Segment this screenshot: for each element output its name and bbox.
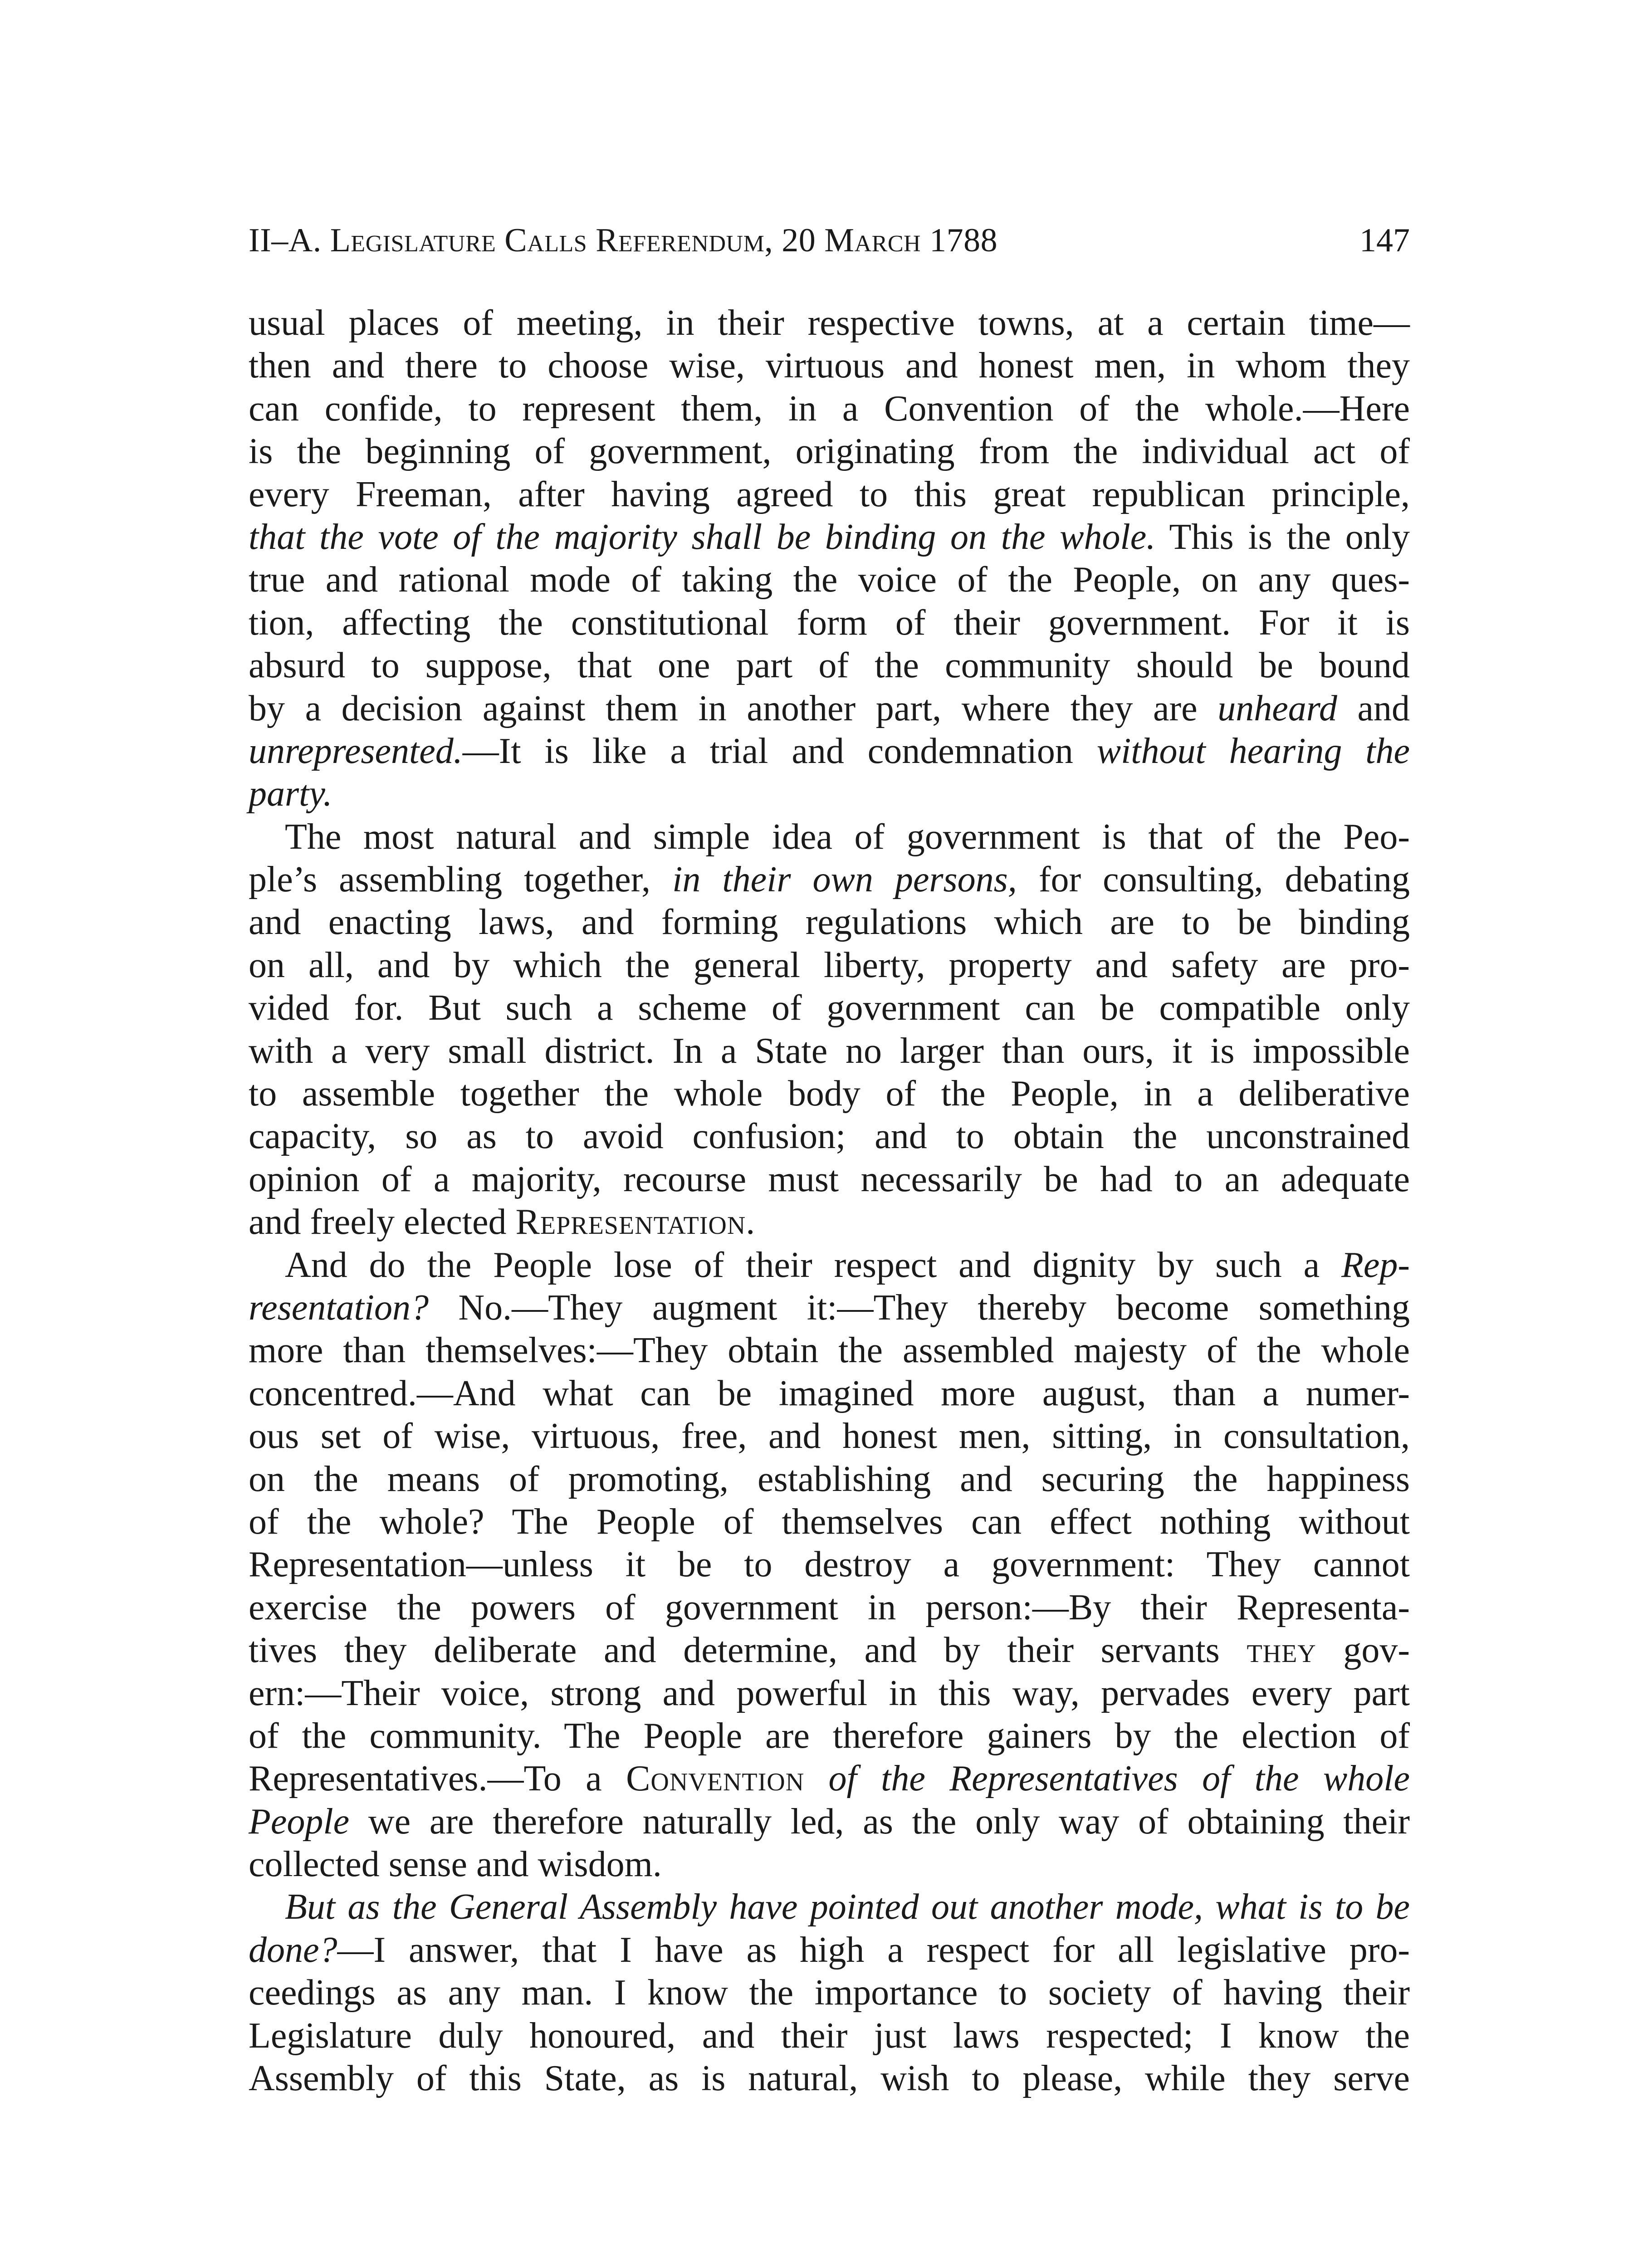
text-line <box>249 1629 1410 1672</box>
italic-text: party. <box>249 774 332 814</box>
text-segment: capacity, so as to avoid confusion; and to obtain the unconstrained <box>249 1116 1410 1157</box>
running-head-title: II–A. Legislature Calls Referendum, 20 March 1788 <box>249 222 998 259</box>
italic-text: in their own persons, <box>672 860 1017 900</box>
italic-text: But as the General Assembly have pointed out another mode, what is to be <box>285 1887 1410 1927</box>
paragraph-first-line <box>249 1244 1410 1286</box>
text-line <box>249 344 1410 387</box>
text-segment: opinion of a majority, recourse must necessarily be had to an adequate <box>249 1159 1410 1199</box>
text-line <box>249 1458 1410 1501</box>
text-segment: and freely elected <box>249 1202 516 1242</box>
text-line <box>249 687 1410 730</box>
text-line <box>249 1030 1410 1072</box>
small-caps-text: Representation <box>515 1202 746 1242</box>
text-segment: collected sense and wisdom. <box>249 1844 662 1885</box>
italic-text: Rep- <box>1341 1245 1410 1285</box>
text-line <box>249 1757 1410 1800</box>
text-line <box>249 901 1410 943</box>
text-segment: absurd to suppose, that one part of the community should be bound <box>249 645 1410 686</box>
text-segment: tion, affecting the constitutional form of their government. For it is <box>249 602 1410 643</box>
text-line <box>249 387 1410 430</box>
text-segment: on all, and by which the general liberty, property and safety are pro- <box>249 945 1410 985</box>
text-segment: —It is like a trial and condemnation <box>462 731 1097 771</box>
text-segment: tives they deliberate and determine, and by their servants <box>249 1630 1247 1671</box>
paragraph-first-line <box>249 816 1410 858</box>
text-line <box>249 1672 1410 1715</box>
text-segment: is the beginning of government, originating from the individual act of <box>249 431 1410 472</box>
text-segment: vided for. But such a scheme of government can be compatible only <box>249 988 1410 1028</box>
text-line <box>249 1501 1410 1543</box>
text-line <box>249 1115 1410 1158</box>
text-segment <box>804 1759 828 1799</box>
text-segment: ern:—Their voice, strong and powerful in this way, pervades every part <box>249 1673 1410 1713</box>
text-segment: No.—They augment it:—They thereby become something <box>429 1287 1410 1328</box>
italic-text: resentation? <box>249 1287 429 1328</box>
text-line <box>249 516 1410 558</box>
text-line <box>249 2057 1410 2100</box>
text-line <box>249 1929 1410 1971</box>
small-caps-text: Convention <box>626 1759 805 1799</box>
text-segment: The most natural and simple idea of government is that of the Peo- <box>285 816 1410 857</box>
italic-text: People <box>249 1801 350 1842</box>
text-line <box>249 1072 1410 1115</box>
text-line <box>249 987 1410 1029</box>
page-number: 147 <box>1359 222 1410 259</box>
text-segment: ous set of wise, virtuous, free, and honest men, sitting, in consultation, <box>249 1416 1410 1457</box>
text-segment: then and there to choose wise, virtuous and honest men, in whom they <box>249 346 1410 386</box>
text-segment: can confide, to represent them, in a Convention of the whole.—Here <box>249 388 1410 429</box>
text-segment: exercise the powers of government in person:—By their Representa- <box>249 1587 1410 1628</box>
text-segment: with a very small district. In a State no larger than ours, it is impossible <box>249 1031 1410 1071</box>
text-line <box>249 430 1410 473</box>
text-line <box>249 1715 1410 1757</box>
text-segment: —I answer, that I have as high a respect for all legislative pro- <box>337 1930 1410 1970</box>
text-segment: of the whole? The People of themselves can effect nothing without <box>249 1501 1410 1542</box>
text-segment: to assemble together the whole body of the People, in a deliberative <box>249 1074 1410 1114</box>
text-segment: ceedings as any man. I know the importance to society of having their <box>249 1973 1410 2013</box>
text-line <box>249 1201 1410 1243</box>
text-segment: of the community. The People are therefore gainers by the election of <box>249 1716 1410 1756</box>
text-segment: more than themselves:—They obtain the assembled majesty of the whole <box>249 1330 1410 1371</box>
italic-text: unheard <box>1217 688 1337 728</box>
text-segment: And do the People lose of their respect and dignity by such a <box>285 1245 1341 1285</box>
text-line <box>249 473 1410 516</box>
text-segment: and <box>1337 688 1410 728</box>
text-line <box>249 302 1410 344</box>
text-line <box>249 858 1410 901</box>
text-segment: Assembly of this State, as is natural, wish to please, while they serve <box>249 2058 1410 2099</box>
text-line <box>249 1543 1410 1586</box>
text-line <box>249 2014 1410 2057</box>
text-segment: usual places of meeting, in their respective towns, at a certain time— <box>249 303 1410 343</box>
text-segment: on the means of promoting, establishing and securing the happiness <box>249 1459 1410 1499</box>
text-segment: every Freeman, after having agreed to this great republican principle, <box>249 474 1410 514</box>
italic-text: of the Representatives of the whole <box>828 1759 1410 1799</box>
text-line <box>249 1843 1410 1886</box>
body-text <box>249 302 1410 2100</box>
italic-text: that the vote of the majority shall be binding on the whole. <box>249 517 1156 557</box>
running-head <box>249 215 1410 265</box>
text-line <box>249 1329 1410 1372</box>
text-segment: gov- <box>1316 1630 1410 1671</box>
text-line <box>249 558 1410 601</box>
paragraph-first-line <box>249 1886 1410 1928</box>
text-line <box>249 1971 1410 2014</box>
italic-text: without hearing the <box>1096 731 1410 771</box>
text-line <box>249 944 1410 987</box>
text-line <box>249 644 1410 687</box>
text-segment: Legislature duly honoured, and their just laws respected; I know the <box>249 2015 1410 2056</box>
text-segment: true and rational mode of taking the voice of the People, on any ques- <box>249 560 1410 600</box>
text-line <box>249 601 1410 644</box>
text-segment: and enacting laws, and forming regulations which are to be binding <box>249 902 1410 943</box>
text-segment: we are therefore naturally led, as the only way of obtaining their <box>349 1801 1410 1842</box>
text-line <box>249 1158 1410 1201</box>
text-segment: by a decision against them in another part, where they are <box>249 688 1218 728</box>
italic-text: unrepresented. <box>249 731 463 771</box>
text-line <box>249 1415 1410 1457</box>
text-line <box>249 1800 1410 1843</box>
text-line <box>249 730 1410 772</box>
text-segment: for consulting, debating <box>1017 860 1410 900</box>
text-line <box>249 1586 1410 1629</box>
text-line <box>249 772 1410 815</box>
text-segment: This is the only <box>1155 517 1410 557</box>
italic-text: done? <box>249 1930 337 1970</box>
text-segment: ple’s assembling together, <box>249 860 673 900</box>
text-segment: Representation—unless it be to destroy a government: They cannot <box>249 1545 1410 1585</box>
text-line <box>249 1372 1410 1415</box>
text-segment: Representatives.—To a <box>249 1759 626 1799</box>
text-segment: . <box>746 1202 755 1242</box>
text-line <box>249 1286 1410 1329</box>
text-segment: concentred.—And what can be imagined more august, than a numer- <box>249 1373 1410 1413</box>
small-caps-text: they <box>1247 1630 1316 1671</box>
